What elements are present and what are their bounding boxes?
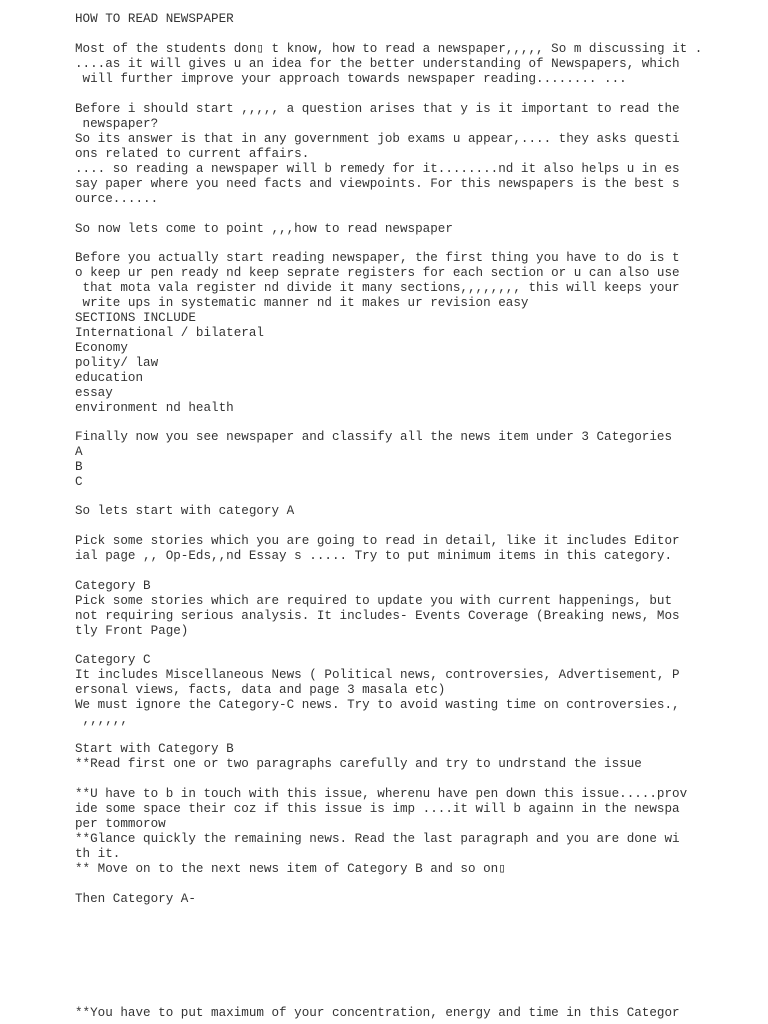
text-line: not requiring serious analysis. It includes- Events Coverage (Breaking news, Mos [75, 609, 680, 623]
section-heading: So now lets come to point ,,,how to read newspaper [75, 222, 453, 236]
text-line: So its answer is that in any government job exams u appear,.... they asks questi [75, 132, 680, 146]
section-heading: Category C [75, 653, 151, 667]
section-heading: Category B [75, 579, 151, 593]
list-item: polity/ law [75, 356, 159, 370]
text-line: ** Move on to the next news item of Category B and so on▯ [75, 862, 506, 876]
text-line: Finally now you see newspaper and classify all the news item under 3 Categories [75, 430, 673, 444]
text-line: **Glance quickly the remaining news. Read the last paragraph and you are done wi [75, 832, 680, 846]
text-line: ide some space their coz if this issue is imp ....it will b againn in the newspa [75, 802, 680, 816]
section-heading: Start with Category B [75, 742, 234, 756]
text-line: It includes Miscellaneous News ( Political news, controversies, Advertisement, P [75, 668, 680, 682]
text-line: ....as it will gives u an idea for the better understanding of Newspapers, which [75, 57, 680, 71]
text-line: .... so reading a newspaper will b remedy for it........nd it also helps u in es [75, 162, 680, 176]
list-item: Economy [75, 341, 128, 355]
text-line: th it. [75, 847, 121, 861]
text-line: ersonal views, facts, data and page 3 masala etc) [75, 683, 446, 697]
list-item: A [75, 445, 83, 459]
text-line: Pick some stories which you are going to read in detail, like it includes Editor [75, 534, 680, 548]
list-item: essay [75, 386, 113, 400]
list-item: B [75, 460, 83, 474]
text-line: We must ignore the Category-C news. Try to avoid wasting time on controversies., [75, 698, 680, 712]
text-line: **You have to put maximum of your concentration, energy and time in this Categor [75, 1006, 680, 1020]
text-line: Pick some stories which are required to update you with current happenings, but [75, 594, 673, 608]
section-heading: Then Category A- [75, 892, 196, 906]
text-line: Before you actually start reading newspaper, the first thing you have to do is t [75, 251, 680, 265]
list-item: environment nd health [75, 401, 234, 415]
text-line: Before i should start ,,,,, a question arises that y is it important to read the [75, 102, 680, 116]
text-line: o keep ur pen ready nd keep seprate registers for each section or u can also use [75, 266, 680, 280]
text-line: newspaper? [75, 117, 159, 131]
text-line: ,,,,,, [75, 713, 128, 727]
text-line: that mota vala register nd divide it many sections,,,,,,,, this will keeps your [75, 281, 680, 295]
text-line: Most of the students don▯ t know, how to read a newspaper,,,,, So m discussing it . [75, 42, 703, 56]
text-line: ial page ,, Op-Eds,,nd Essay s ..... Try to put minimum items in this category. [75, 549, 673, 563]
document-title: HOW TO READ NEWSPAPER [75, 12, 234, 26]
text-line: per tommorow [75, 817, 166, 831]
list-item: C [75, 475, 83, 489]
text-line: say paper where you need facts and viewpoints. For this newspapers is the best s [75, 177, 680, 191]
text-line: **Read first one or two paragraphs carefully and try to undrstand the issue [75, 757, 642, 771]
text-line: will further improve your approach towards newspaper reading........ ... [75, 72, 627, 86]
list-item: education [75, 371, 144, 385]
text-line: **U have to b in touch with this issue, wherenu have pen down this issue.....prov [75, 787, 688, 801]
text-line: ons related to current affairs. [75, 147, 310, 161]
section-heading: SECTIONS INCLUDE [75, 311, 196, 325]
text-line: ource...... [75, 192, 159, 206]
text-line: tly Front Page) [75, 624, 189, 638]
section-heading: So lets start with category A [75, 504, 295, 518]
list-item: International / bilateral [75, 326, 264, 340]
text-line: write ups in systematic manner nd it makes ur revision easy [75, 296, 529, 310]
